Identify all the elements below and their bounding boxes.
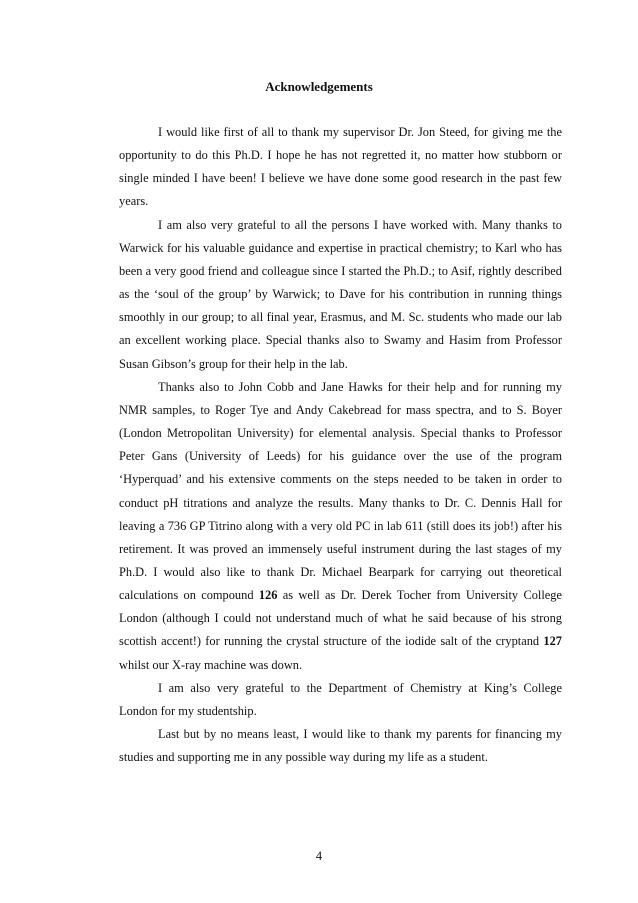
- acknowledgements-body: [119, 121, 562, 769]
- paragraph-technical-support: [119, 376, 562, 677]
- paragraph-supervisor: I would like first of all to thank my supervisor Dr. Jon Steed, for giving me the opportunity to do this Ph.D. I hope he has not regretted it, no matter how stubborn or single minded I have been! I believe we have done some good research in the past few years.: [119, 125, 562, 209]
- paragraph-parents: Last but by no means least, I would like to thank my parents for financing my studies and supporting me in any possible way during my life as a student.: [119, 727, 562, 765]
- paragraph-colleagues: I am also very grateful to all the persons I have worked with. Many thanks to Warwick for his valuable guidance and expertise in practical chemistry; to Karl who has been a very good friend and colleague since I started the Ph.D.; to Asif, rightly described as the ‘soul of the group’ by Warwick; to Dave for his contribution in running things smoothly in our group; to all final year, Erasmus, and M. Sc. students who made our lab an excellent working place. Special thanks also to Swamy and Hasim from Professor Susan Gibson’s group for their help in the lab.: [119, 217, 562, 371]
- paragraph-department: I am also very grateful to the Department of Chemistry at King’s College London for my studentship.: [119, 680, 562, 718]
- compound-reference: 126: [258, 588, 278, 603]
- paragraph-text-segment: as well as Dr. Derek Tocher from University College London (although I could not understand much of what he said because of his strong scottish accent!) for running the crystal structure of the iodide salt of the cryptand: [119, 588, 562, 649]
- page-number: 4: [315, 849, 323, 863]
- paragraph-text-segment: whilst our X-ray machine was down.: [119, 657, 303, 672]
- page-heading: Acknowledgements: [265, 79, 373, 94]
- compound-reference: 127: [543, 634, 562, 649]
- paragraph-text-segment: Thanks also to John Cobb and Jane Hawks for their help and for running my NMR samples, to Roger Tye and Andy Cakebread for mass spectra, and to S. Boyer (London Metropolitan University) for elemental analysis. Special thanks to Professor Peter Gans (University of Leeds) for his guidance over the use of the program ‘Hyperquad’ and his extensive comments on the steps needed to be taken in order to conduct pH titrations and analyze the results. Many thanks to Dr. C. Dennis Hall for leaving a 736 GP Titrino along with a very old PC in lab 611 (still does its job!) after his retirement. It was proved an immensely useful instrument during the last stages of my Ph.D. I would also like to thank Dr. Michael Bearpark for carrying out theoretical calculations on compound: [119, 379, 562, 603]
